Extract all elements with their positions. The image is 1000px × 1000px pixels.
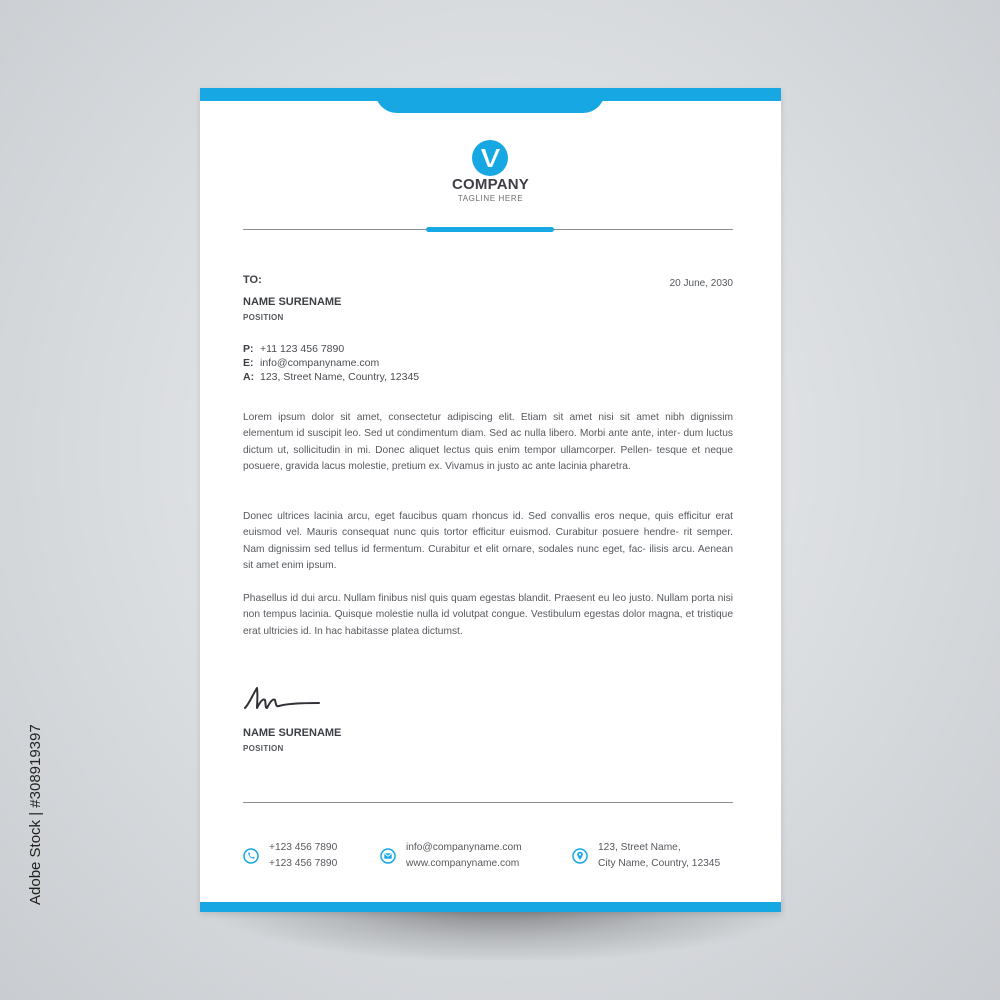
phone-icon <box>243 848 259 864</box>
header-divider-accent <box>426 227 554 232</box>
circle-v-logo-icon <box>472 140 508 176</box>
footer-email <box>380 840 522 872</box>
recipient-position: POSITION <box>243 313 284 322</box>
contact-phone-row <box>243 342 419 356</box>
to-label: TO: <box>243 274 262 286</box>
top-accent-tab <box>375 88 605 113</box>
email-label: E: <box>243 357 254 369</box>
contact-email-row <box>243 356 419 370</box>
letterhead-page <box>200 88 781 912</box>
body-paragraph-1: Lorem ipsum dolor sit amet, consectetur adipiscing elit. Etiam sit amet nisi sit amet nibh dignissim elementum id suscipit leo. Sed ut condimentum diam. Sed ac nulla libero. Morbi ante ante, inter- dum luctus dictum ut, sollicitudin in mi. Donec aliquet lectus quis enim tempor ullamcorper. Pellen- tesque et neque posuere, gravida lacus molestie, pretium ex. Vivamus in justo ac ante lacinia pharetra. <box>243 412 733 473</box>
contact-address-row <box>243 370 419 384</box>
email-icon <box>380 848 396 864</box>
recipient-contact <box>243 342 419 384</box>
address-label: A: <box>243 371 255 383</box>
recipient-name: NAME SURENAME <box>243 296 342 308</box>
letter-date: 20 June, 2030 <box>669 278 733 289</box>
footer-address-line-1: 123, Street Name, <box>598 842 681 853</box>
stock-id-watermark: Adobe Stock | #308919397 <box>27 724 44 905</box>
bottom-accent-bar <box>200 902 781 912</box>
footer-divider <box>243 802 733 803</box>
signature-image <box>243 684 323 714</box>
address-value: 123, Street Name, Country, 12345 <box>260 371 420 383</box>
body-paragraph-3: Phasellus id dui arcu. Nullam finibus nisl quis quam egestas blandit. Praesent eu leo justo. Nullam porta nisi non tempus lacinia. Quisque molestie nulla id volutpat congue. Vestibulum egestas dolor magna, et tristique erat ultricies id. In hac habitasse platea dictumst. <box>243 593 733 637</box>
footer-address-line-2: City Name, Country, 12345 <box>598 858 721 869</box>
location-pin-icon <box>572 848 588 864</box>
phone-label: P: <box>243 343 254 355</box>
footer-phone <box>243 840 337 872</box>
company-name: COMPANY <box>452 176 529 193</box>
footer-website: www.companyname.com <box>406 858 520 869</box>
company-tagline: TAGLINE HERE <box>457 194 524 203</box>
footer-address <box>572 840 720 872</box>
email-value: info@companyname.com <box>260 357 380 369</box>
footer-phone-1: +123 456 7890 <box>269 842 338 853</box>
footer-email-address: info@companyname.com <box>406 842 522 853</box>
body-paragraph-2: Donec ultrices lacinia arcu, eget faucibus quam rhoncus id. Sed convallis eros neque, quis efficitur erat euismod vel. Mauris consequat nunc quis tortor efficitur euismod. Curabitur posuere hendre- rit semper. Nam dignissim sed tellus id fermentum. Curabitur et elit ornare, sodales nunc eget, fac- ilisis arcu. Aenean sit amet enim ipsum. <box>243 511 733 572</box>
sender-position: POSITION <box>243 744 284 753</box>
sender-name: NAME SURENAME <box>243 727 342 739</box>
phone-value: +11 123 456 7890 <box>260 343 345 355</box>
footer-phone-2: +123 456 7890 <box>269 858 338 869</box>
